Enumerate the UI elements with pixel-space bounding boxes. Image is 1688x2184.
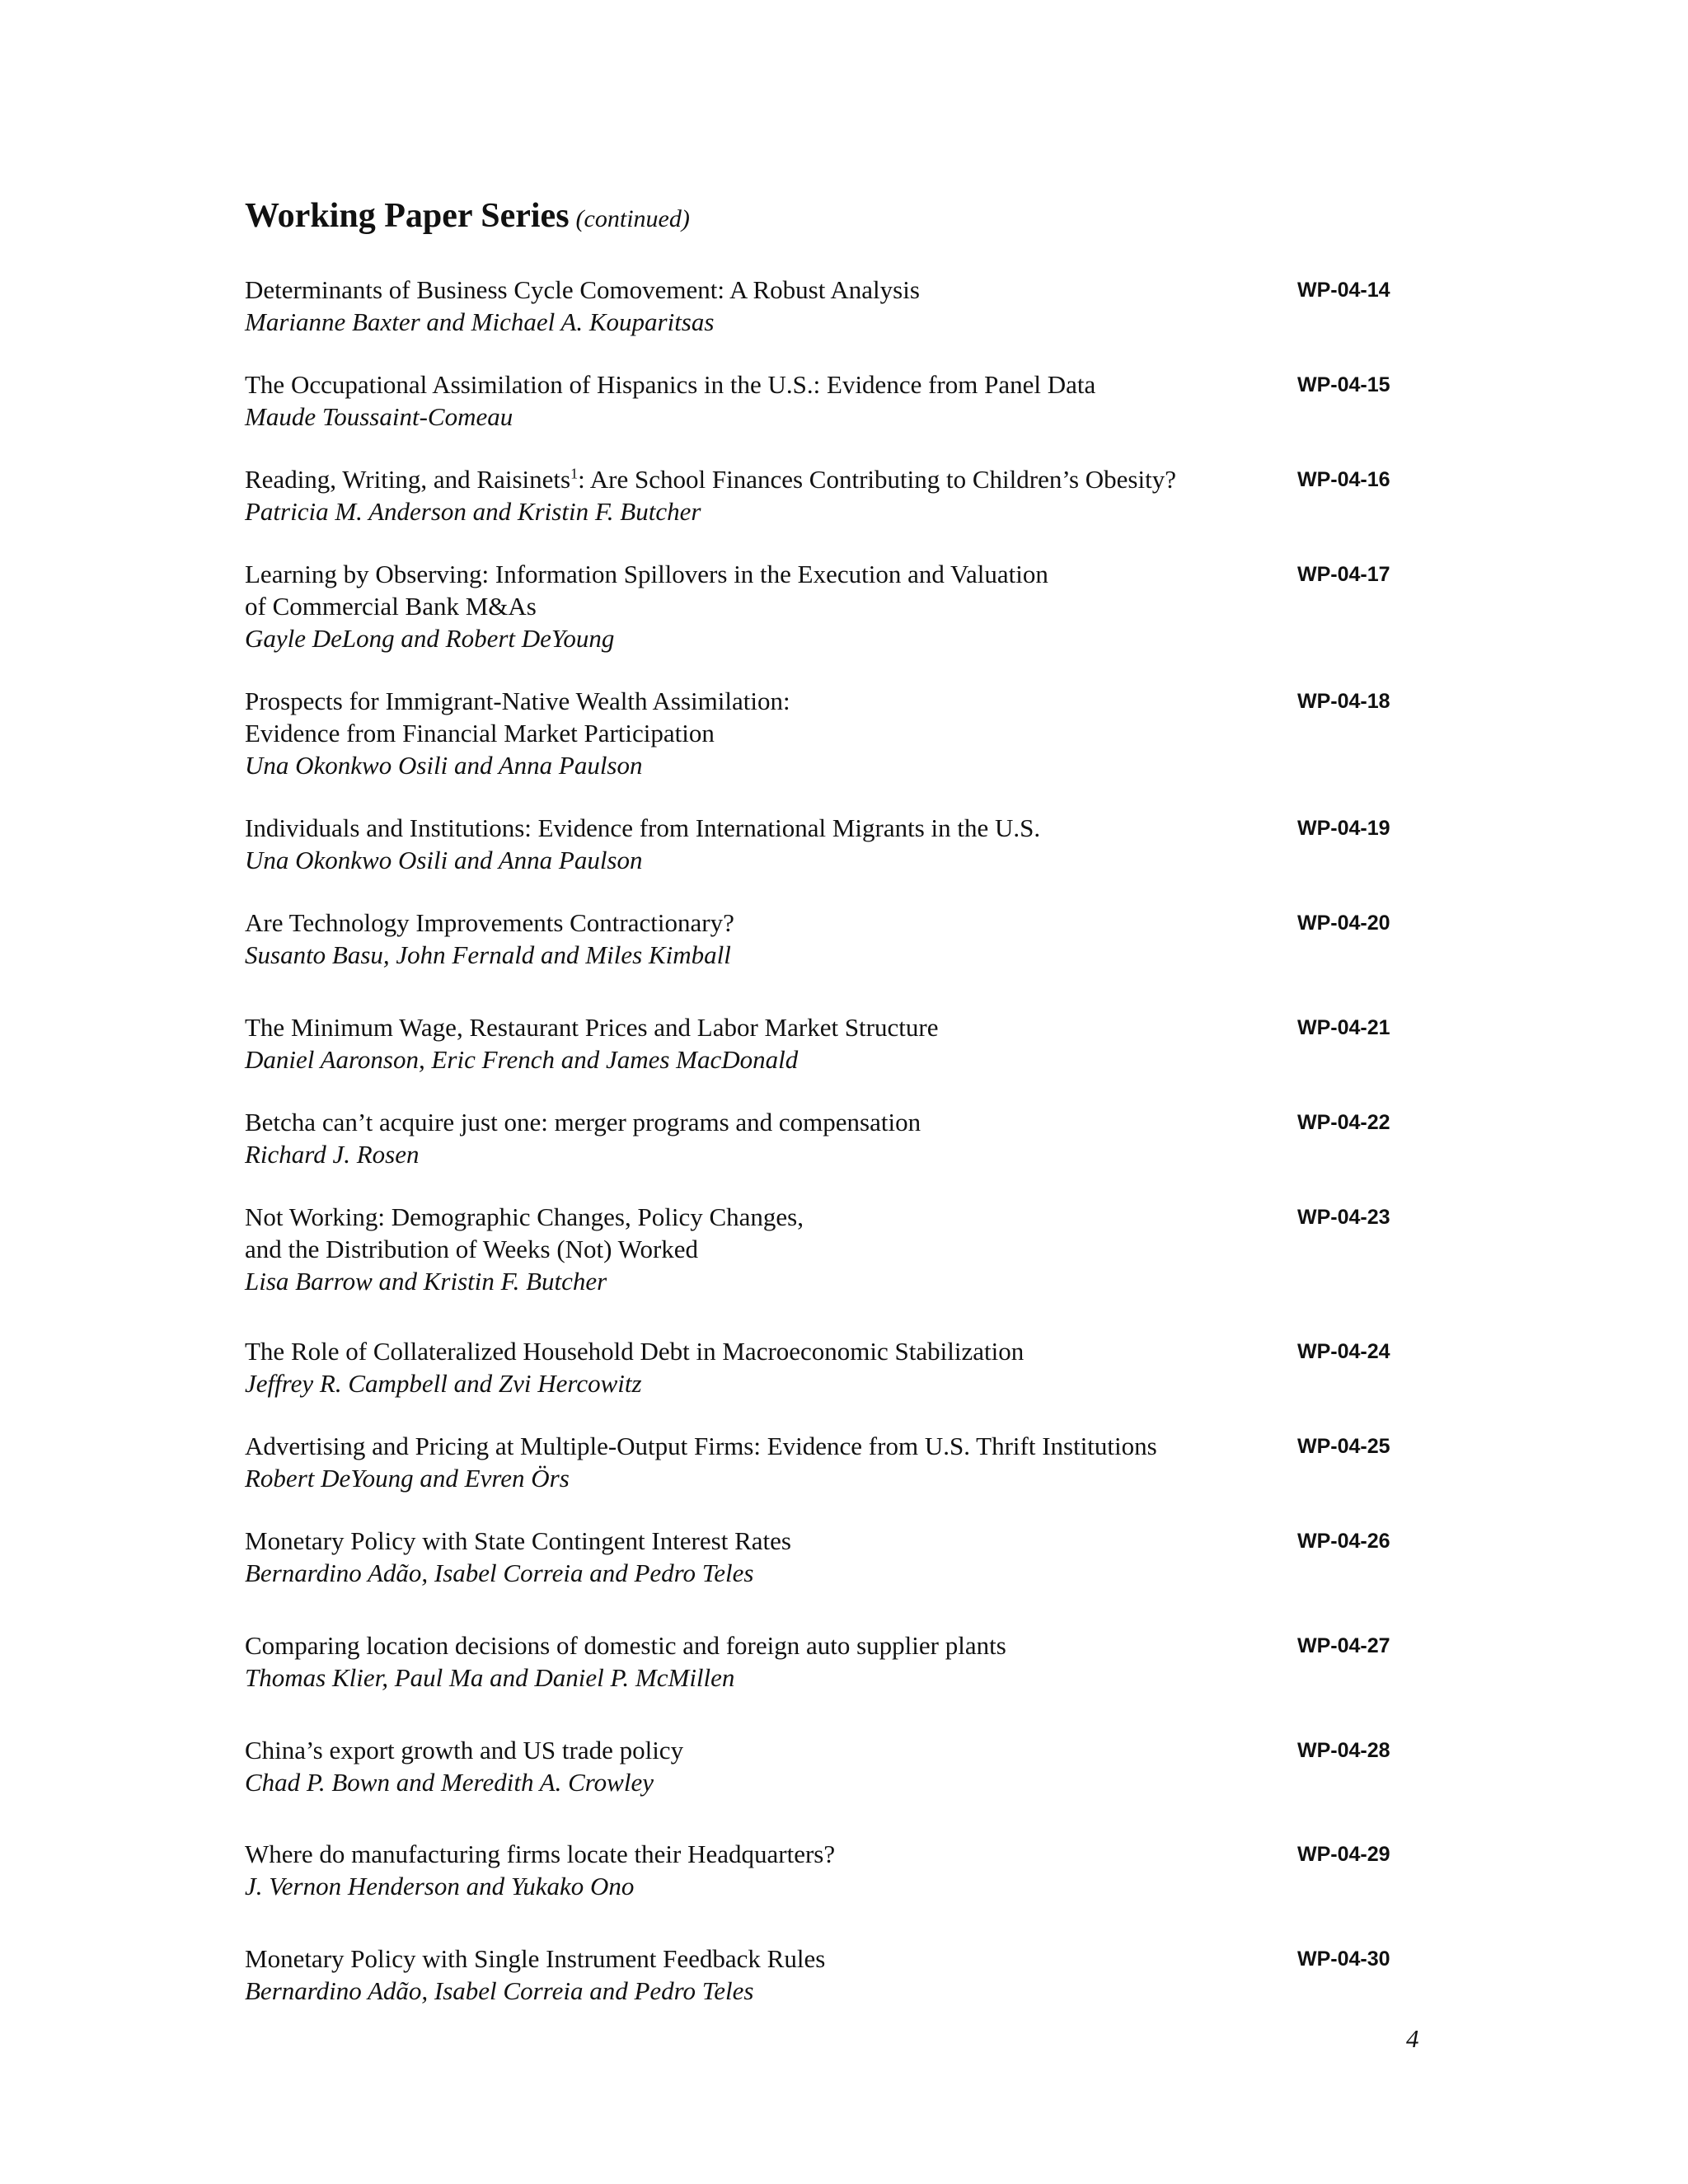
paper-code: WP-04-28 — [1297, 1739, 1390, 1762]
paper-entry — [245, 1335, 1399, 1399]
paper-title: The Role of Collateralized Household Debt in Macroeconomic Stabilization — [245, 1337, 1025, 1366]
paper-authors: J. Vernon Henderson and Yukako Ono — [245, 1872, 635, 1900]
paper-entry — [245, 463, 1399, 527]
paper-code: WP-04-23 — [1297, 1206, 1390, 1229]
paper-entry — [245, 1430, 1399, 1494]
paper-title: Not Working: Demographic Changes, Policy Changes, — [245, 1202, 804, 1231]
paper-code: WP-04-24 — [1297, 1340, 1390, 1363]
paper-code: WP-04-20 — [1297, 912, 1390, 935]
paper-authors: Daniel Aaronson, Eric French and James MacDonald — [245, 1045, 799, 1074]
paper-code: WP-04-14 — [1297, 279, 1390, 302]
paper-entry — [245, 812, 1399, 876]
page-number: 4 — [1406, 2024, 1419, 2053]
paper-code: WP-04-29 — [1297, 1843, 1390, 1866]
paper-code: WP-04-26 — [1297, 1530, 1390, 1553]
paper-entry — [245, 1838, 1399, 1902]
paper-entry — [245, 1734, 1399, 1798]
paper-title: Monetary Policy with State Contingent Interest Rates — [245, 1526, 791, 1555]
paper-entry — [245, 368, 1399, 433]
paper-entry — [245, 1201, 1399, 1297]
paper-authors: Chad P. Bown and Meredith A. Crowley — [245, 1768, 654, 1797]
paper-code: WP-04-15 — [1297, 373, 1390, 396]
heading-subtitle: (continued) — [575, 205, 690, 232]
paper-title: Comparing location decisions of domestic and foreign auto supplier plants — [245, 1631, 1006, 1660]
paper-code: WP-04-19 — [1297, 817, 1390, 840]
paper-authors: Maude Toussaint-Comeau — [245, 402, 513, 431]
paper-authors: Robert DeYoung and Evren Örs — [245, 1464, 570, 1493]
paper-title: Advertising and Pricing at Multiple-Output Firms: Evidence from U.S. Thrift Institutions — [245, 1432, 1157, 1460]
paper-authors: Una Okonkwo Osili and Anna Paulson — [245, 751, 643, 780]
paper-code: WP-04-30 — [1297, 1947, 1390, 1971]
paper-authors: Una Okonkwo Osili and Anna Paulson — [245, 846, 643, 874]
paper-authors: Jeffrey R. Campbell and Zvi Hercowitz — [245, 1369, 642, 1398]
paper-title: Prospects for Immigrant-Native Wealth Assimilation: — [245, 687, 790, 715]
paper-authors: Lisa Barrow and Kristin F. Butcher — [245, 1267, 607, 1296]
paper-title-part: : Are School Finances Contributing to Children’s Obesity? — [578, 465, 1176, 494]
paper-entry — [245, 1943, 1399, 2007]
paper-authors: Susanto Basu, John Fernald and Miles Kimball — [245, 940, 731, 969]
paper-code: WP-04-21 — [1297, 1016, 1390, 1039]
footnote-marker: 1 — [570, 465, 579, 482]
paper-title: Betcha can’t acquire just one: merger programs and compensation — [245, 1108, 921, 1137]
paper-entry — [245, 1629, 1399, 1694]
paper-title: China’s export growth and US trade policy — [245, 1736, 684, 1765]
paper-title: Evidence from Financial Market Participation — [245, 719, 715, 748]
paper-title — [245, 463, 1399, 495]
paper-authors: Richard J. Rosen — [245, 1140, 420, 1169]
paper-title: The Occupational Assimilation of Hispanics in the U.S.: Evidence from Panel Data — [245, 370, 1096, 399]
paper-code: WP-04-22 — [1297, 1111, 1390, 1134]
paper-code: WP-04-27 — [1297, 1634, 1390, 1657]
paper-entry — [245, 1106, 1399, 1170]
paper-entry — [245, 558, 1399, 654]
paper-title: Where do manufacturing firms locate their Headquarters? — [245, 1840, 836, 1868]
paper-code: WP-04-16 — [1297, 468, 1390, 491]
paper-title-part: Reading, Writing, and Raisinets — [245, 465, 571, 494]
paper-entry — [245, 1011, 1399, 1076]
paper-entry — [245, 685, 1399, 781]
paper-authors: Marianne Baxter and Michael A. Kouparitsas — [245, 307, 715, 336]
paper-title: Learning by Observing: Information Spillovers in the Execution and Valuation — [245, 560, 1048, 588]
paper-entry — [245, 1525, 1399, 1589]
paper-title: Individuals and Institutions: Evidence from International Migrants in the U.S. — [245, 813, 1041, 842]
paper-title: The Minimum Wage, Restaurant Prices and Labor Market Structure — [245, 1013, 939, 1042]
paper-title: of Commercial Bank M&As — [245, 592, 537, 621]
paper-code: WP-04-25 — [1297, 1435, 1390, 1458]
paper-title: Determinants of Business Cycle Comovement: A Robust Analysis — [245, 275, 920, 304]
page-heading — [245, 196, 690, 236]
paper-authors: Thomas Klier, Paul Ma and Daniel P. McMillen — [245, 1663, 735, 1692]
paper-code: WP-04-17 — [1297, 563, 1390, 586]
heading-title: Working Paper Series — [245, 197, 570, 235]
paper-code: WP-04-18 — [1297, 690, 1390, 713]
paper-title: Monetary Policy with Single Instrument Feedback Rules — [245, 1944, 826, 1973]
paper-title: and the Distribution of Weeks (Not) Worked — [245, 1235, 699, 1263]
paper-entry — [245, 274, 1399, 338]
paper-authors: Gayle DeLong and Robert DeYoung — [245, 624, 615, 653]
paper-title: Are Technology Improvements Contractionary? — [245, 908, 734, 937]
paper-authors: Bernardino Adão, Isabel Correia and Pedro Teles — [245, 1976, 754, 2005]
paper-authors: Bernardino Adão, Isabel Correia and Pedro Teles — [245, 1558, 754, 1587]
paper-authors: Patricia M. Anderson and Kristin F. Butcher — [245, 497, 701, 526]
paper-entry — [245, 907, 1399, 971]
